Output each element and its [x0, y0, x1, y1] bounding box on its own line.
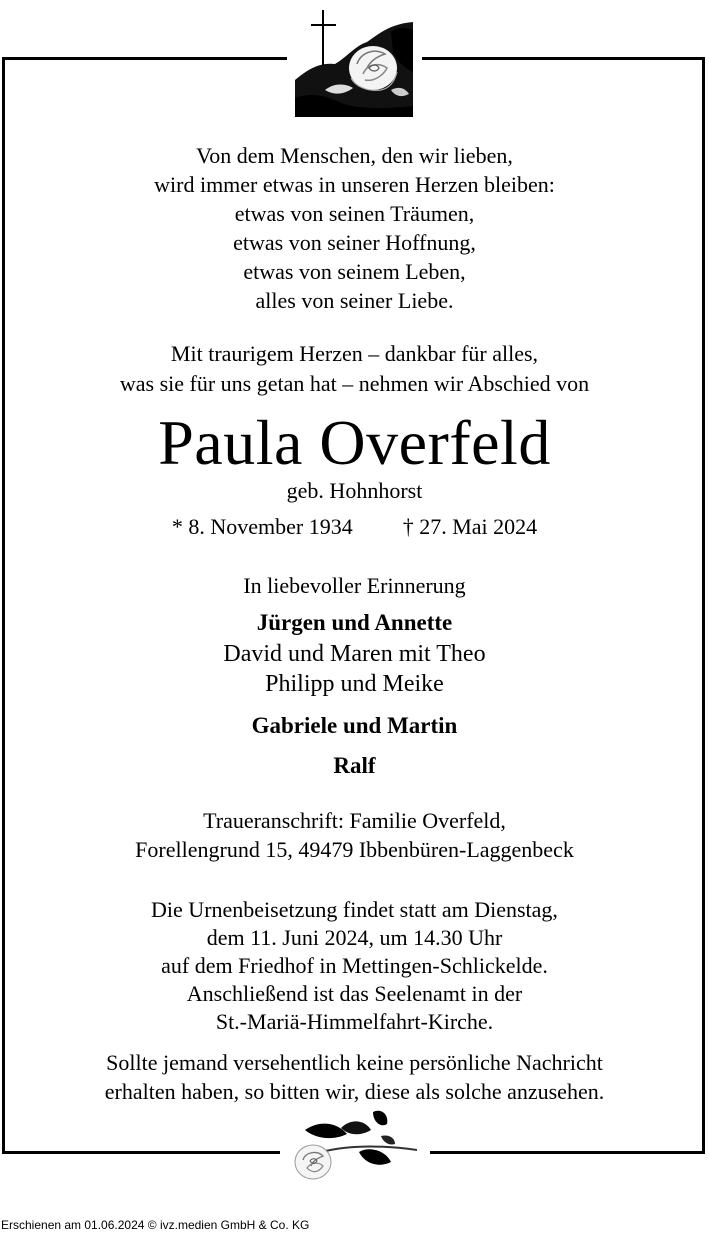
- publication-footer: Erschienen am 01.06.2024 © ivz.medien GmbH & Co. KG: [1, 1218, 310, 1232]
- funeral-line: St.-Mariä-Himmelfahrt-Kirche.: [215, 1009, 494, 1034]
- birth-date: * 8. November 1934: [171, 514, 353, 539]
- farewell-intro: [0, 339, 709, 399]
- poem-line: etwas von seiner Hoffnung,: [233, 230, 476, 255]
- note-line: erhalten haben, so bitten wir, diese als solche anzusehen.: [104, 1079, 605, 1104]
- mourners-list: [0, 607, 709, 785]
- intro-line: was sie für uns getan hat – nehmen wir Abschied von: [119, 371, 590, 396]
- maiden-name: geb. Hohnhorst: [286, 478, 423, 503]
- memory-line: In liebevoller Erinnerung: [243, 573, 466, 598]
- intro-line: Mit traurigem Herzen – dankbar für alles,: [170, 341, 539, 366]
- death-date: † 27. Mai 2024: [402, 514, 538, 539]
- funeral-details: [0, 896, 709, 1036]
- notice-note: [0, 1048, 709, 1106]
- funeral-line: Anschließend ist das Seelenamt in der: [186, 981, 523, 1006]
- rose-icon: [285, 1108, 425, 1183]
- poem-line: wird immer etwas in unseren Herzen bleiben:: [154, 172, 555, 197]
- mourner-family: Ralf: [333, 753, 376, 778]
- poem-line: alles von seiner Liebe.: [255, 288, 454, 313]
- funeral-line: Die Urnenbeisetzung findet statt am Dienstag,: [151, 897, 558, 922]
- address-line: Traueranschrift: Familie Overfeld,: [203, 808, 506, 833]
- funeral-line: dem 11. Juni 2024, um 14.30 Uhr: [206, 925, 503, 950]
- note-line: Sollte jemand versehentlich keine persönliche Nachricht: [106, 1050, 603, 1075]
- funeral-line: auf dem Friedhof in Mettingen-Schlickelde.: [161, 953, 548, 978]
- mourner-family: Philipp und Meike: [265, 671, 444, 697]
- mourning-address: [0, 806, 709, 864]
- deceased-name: Paula Overfeld: [158, 407, 551, 478]
- mourner-family: David und Maren mit Theo: [223, 641, 486, 667]
- poem-line: Von dem Menschen, den wir lieben,: [196, 143, 513, 168]
- cross-and-rose-icon: [295, 2, 413, 117]
- address-line: Forellengrund 15, 49479 Ibbenbüren-Laggenbeck: [135, 837, 574, 862]
- mourner-family: Jürgen und Annette: [256, 610, 453, 635]
- poem: [0, 141, 709, 315]
- mourner-family: Gabriele und Martin: [251, 713, 458, 738]
- poem-line: etwas von seinem Leben,: [243, 259, 466, 284]
- life-dates: [0, 512, 709, 542]
- poem-line: etwas von seinen Träumen,: [234, 201, 475, 226]
